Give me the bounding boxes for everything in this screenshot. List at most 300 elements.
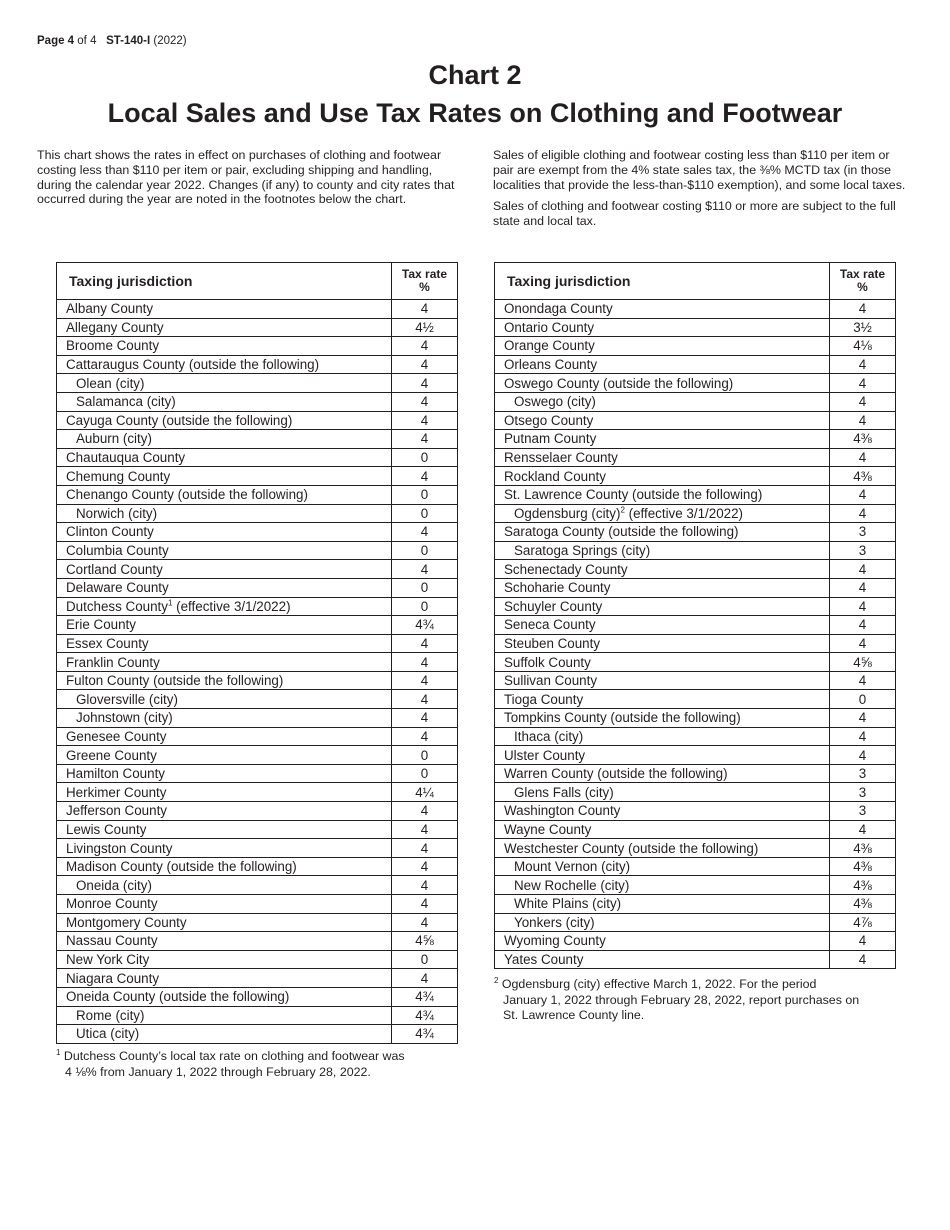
table-row: [57, 671, 458, 690]
table-row: [57, 392, 458, 411]
intro-right-paragraph-2: Sales of clothing and footwear costing $110 or more are subject to the full state and local tax.: [493, 199, 896, 229]
jurisdiction-cell: [495, 578, 830, 597]
table-row: [495, 932, 896, 951]
table-row: [57, 616, 458, 635]
jurisdiction-cell: [57, 1006, 392, 1025]
jurisdiction-name: Otsego County: [504, 412, 594, 428]
rate-cell: 4⅜: [830, 839, 896, 858]
table-row: [495, 857, 896, 876]
table-row: [57, 987, 458, 1006]
footnote-marker: 2: [494, 975, 499, 985]
jurisdiction-name: Warren County (outside the following): [504, 766, 728, 782]
jurisdiction-name: Rensselaer County: [504, 450, 618, 466]
jurisdiction-cell: [495, 839, 830, 858]
rate-cell: 4: [392, 355, 458, 374]
table-row: [495, 578, 896, 597]
rate-cell: 0: [830, 690, 896, 709]
jurisdiction-name: New Rochelle (city): [514, 877, 630, 893]
jurisdiction-note: (effective 3/1/2022): [172, 598, 291, 614]
rate-cell: 4: [830, 709, 896, 728]
rate-cell: 0: [392, 485, 458, 504]
table-row: [57, 448, 458, 467]
intro-left: [37, 148, 461, 214]
rate-cell: 4: [392, 857, 458, 876]
jurisdiction-name: Johnstown (city): [76, 710, 173, 726]
jurisdiction-name: Seneca County: [504, 617, 596, 633]
jurisdiction-cell: [57, 727, 392, 746]
table-row: [57, 746, 458, 765]
rate-cell: 4¾: [392, 987, 458, 1006]
table-row: [57, 578, 458, 597]
rate-cell: 4: [830, 504, 896, 523]
page-label: Page 4: [37, 35, 75, 47]
jurisdiction-cell: [57, 485, 392, 504]
table-row: [57, 560, 458, 579]
rate-cell: 4: [392, 671, 458, 690]
jurisdiction-cell: [495, 523, 830, 542]
rate-cell: 4: [392, 634, 458, 653]
table-row: [495, 467, 896, 486]
rate-cell: 4: [392, 560, 458, 579]
jurisdiction-cell: [57, 523, 392, 542]
table-row: [495, 541, 896, 560]
footnote-marker: 1: [56, 1047, 61, 1057]
rate-cell: 0: [392, 764, 458, 783]
rate-cell: 4⅜: [830, 876, 896, 895]
table-row: [57, 318, 458, 337]
table-row: [495, 430, 896, 449]
jurisdiction-cell: [495, 727, 830, 746]
rate-cell: 4: [830, 616, 896, 635]
rate-cell: 0: [392, 597, 458, 616]
jurisdiction-cell: [57, 578, 392, 597]
jurisdiction-cell: [495, 374, 830, 393]
jurisdiction-cell: [495, 876, 830, 895]
jurisdiction-name: Greene County: [66, 747, 157, 763]
table-row: [57, 467, 458, 486]
jurisdiction-name: Saratoga County (outside the following): [504, 524, 739, 540]
jurisdiction-name: Tioga County: [504, 691, 584, 707]
jurisdiction-cell: [57, 876, 392, 895]
rate-cell: 4: [830, 597, 896, 616]
jurisdiction-cell: [495, 430, 830, 449]
jurisdiction-name: Ithaca (city): [514, 728, 584, 744]
rate-cell: 4: [830, 485, 896, 504]
table-row: [57, 300, 458, 319]
jurisdiction-name: Fulton County (outside the following): [66, 673, 284, 689]
jurisdiction-name: Monroe County: [66, 896, 158, 912]
jurisdiction-cell: [495, 950, 830, 969]
jurisdiction-name: Rome (city): [76, 1007, 145, 1023]
table-row: [57, 820, 458, 839]
rate-cell: 4: [392, 411, 458, 430]
jurisdiction-cell: [495, 616, 830, 635]
table-row: [57, 541, 458, 560]
table-row: [495, 448, 896, 467]
rate-cell: 4: [392, 653, 458, 672]
jurisdiction-name: Westchester County (outside the following): [504, 840, 759, 856]
rate-cell: 0: [392, 950, 458, 969]
jurisdiction-name: New York City: [66, 952, 150, 968]
jurisdiction-cell: [57, 764, 392, 783]
jurisdiction-name: Cortland County: [66, 561, 163, 577]
rate-cell: 4: [830, 746, 896, 765]
footnote-line: St. Lawrence County line.: [503, 1008, 645, 1022]
jurisdiction-name: Yates County: [504, 952, 584, 968]
rate-cell: 4: [830, 932, 896, 951]
jurisdiction-cell: [57, 337, 392, 356]
jurisdiction-name: Montgomery County: [66, 914, 187, 930]
rate-cell: 4¾: [392, 1006, 458, 1025]
jurisdiction-name: Chemung County: [66, 468, 171, 484]
rate-cell: 4: [830, 727, 896, 746]
jurisdiction-cell: [495, 764, 830, 783]
jurisdiction-cell: [57, 504, 392, 523]
table-row: [495, 876, 896, 895]
table-row: [57, 634, 458, 653]
jurisdiction-cell: [495, 653, 830, 672]
jurisdiction-name: Glens Falls (city): [514, 784, 614, 800]
table-row: [495, 653, 896, 672]
jurisdiction-name: St. Lawrence County (outside the following): [504, 487, 763, 503]
rate-cell: 3: [830, 802, 896, 821]
jurisdiction-cell: [495, 913, 830, 932]
jurisdiction-cell: [57, 560, 392, 579]
jurisdiction-name: Erie County: [66, 617, 136, 633]
jurisdiction-name: Chautauqua County: [66, 450, 186, 466]
jurisdiction-name: Steuben County: [504, 635, 601, 651]
rate-cell: 4: [392, 895, 458, 914]
jurisdiction-cell: [57, 411, 392, 430]
rate-cell: 4: [392, 430, 458, 449]
table-row: [57, 430, 458, 449]
jurisdiction-name: Nassau County: [66, 933, 158, 949]
rate-cell: 4⅜: [830, 857, 896, 876]
jurisdiction-cell: [495, 318, 830, 337]
jurisdiction-cell: [495, 671, 830, 690]
jurisdiction-name: Sullivan County: [504, 673, 598, 689]
jurisdiction-name: Cattaraugus County (outside the following): [66, 357, 320, 373]
jurisdiction-name: Orleans County: [504, 357, 598, 373]
table-row: [495, 597, 896, 616]
rate-cell: 4⅝: [392, 932, 458, 951]
jurisdiction-name: Yonkers (city): [514, 914, 595, 930]
jurisdiction-name: Essex County: [66, 635, 149, 651]
rate-cell: 4: [830, 578, 896, 597]
jurisdiction-name: Oswego (city): [514, 394, 596, 410]
rate-cell: 4¾: [392, 1025, 458, 1044]
jurisdiction-name: Saratoga Springs (city): [514, 543, 651, 559]
jurisdiction-name: Washington County: [504, 803, 621, 819]
table-row: [495, 318, 896, 337]
rate-cell: 0: [392, 578, 458, 597]
table-row: [57, 597, 458, 616]
jurisdiction-cell: [57, 634, 392, 653]
rate-header-line1: Tax rate: [839, 267, 886, 281]
rate-cell: 4: [392, 802, 458, 821]
jurisdiction-name: Mount Vernon (city): [514, 859, 631, 875]
table-row: [57, 653, 458, 672]
jurisdiction-header: Taxing jurisdiction: [57, 263, 392, 300]
rate-cell: 4: [830, 950, 896, 969]
table-row: [495, 392, 896, 411]
jurisdiction-cell: [57, 318, 392, 337]
jurisdiction-cell: [495, 634, 830, 653]
rate-header-line1: Tax rate: [401, 267, 448, 281]
table-row: [57, 523, 458, 542]
table-row: [57, 337, 458, 356]
jurisdiction-cell: [495, 746, 830, 765]
rate-cell: 3: [830, 541, 896, 560]
jurisdiction-name: Franklin County: [66, 654, 160, 670]
table-row: [495, 820, 896, 839]
page-header: [37, 35, 187, 47]
rate-cell: 4⅞: [830, 913, 896, 932]
jurisdiction-cell: [495, 337, 830, 356]
table-row: [495, 374, 896, 393]
rate-cell: 0: [392, 746, 458, 765]
rate-cell: 4: [392, 690, 458, 709]
jurisdiction-name: Dutchess County: [66, 598, 168, 614]
jurisdiction-cell: [57, 467, 392, 486]
jurisdiction-name: Onondaga County: [504, 301, 613, 317]
jurisdiction-name: Ogdensburg (city): [514, 505, 621, 521]
rate-cell: 4: [830, 634, 896, 653]
footnote-line: Dutchess County’s local tax rate on clothing and footwear was: [60, 1049, 405, 1063]
jurisdiction-name: Niagara County: [66, 970, 160, 986]
rate-header-line2: %: [419, 280, 430, 294]
jurisdiction-name: Utica (city): [76, 1026, 140, 1042]
jurisdiction-cell: [57, 709, 392, 728]
rate-cell: 4: [392, 709, 458, 728]
rate-cell: 4: [392, 392, 458, 411]
table-row: [57, 504, 458, 523]
table-row: [495, 337, 896, 356]
rate-cell: 4: [392, 300, 458, 319]
jurisdiction-cell: [57, 355, 392, 374]
jurisdiction-cell: [495, 504, 830, 523]
rate-cell: 3½: [830, 318, 896, 337]
jurisdiction-cell: [57, 671, 392, 690]
rate-cell: 4⅝: [830, 653, 896, 672]
table-row: [495, 783, 896, 802]
jurisdiction-cell: [57, 374, 392, 393]
table-row: [495, 634, 896, 653]
table-row: [57, 969, 458, 988]
rate-cell: 4: [392, 913, 458, 932]
rate-cell: 4: [830, 448, 896, 467]
table-header-row: [57, 263, 458, 300]
rate-header-line2: %: [857, 280, 868, 294]
jurisdiction-cell: [495, 895, 830, 914]
jurisdiction-cell: [57, 932, 392, 951]
table-row: [57, 783, 458, 802]
rate-cell: 4: [392, 467, 458, 486]
jurisdiction-name: Orange County: [504, 338, 595, 354]
jurisdiction-name: Genesee County: [66, 728, 167, 744]
table-row: [57, 950, 458, 969]
rate-cell: 4: [392, 876, 458, 895]
jurisdiction-cell: [57, 802, 392, 821]
jurisdiction-name: Ulster County: [504, 747, 586, 763]
jurisdiction-name: Livingston County: [66, 840, 173, 856]
jurisdiction-cell: [495, 485, 830, 504]
jurisdiction-cell: [57, 690, 392, 709]
page-of: of 4: [77, 35, 97, 47]
rate-cell: 3: [830, 764, 896, 783]
jurisdiction-name: Albany County: [66, 301, 154, 317]
rate-cell: 4: [392, 969, 458, 988]
jurisdiction-cell: [495, 541, 830, 560]
table-row: [495, 504, 896, 523]
chart-title: Chart 2: [428, 60, 522, 90]
table-row: [57, 727, 458, 746]
jurisdiction-name: Oneida (city): [76, 877, 152, 893]
rate-cell: 4: [830, 300, 896, 319]
chart-subtitle: Local Sales and Use Tax Rates on Clothing and Footwear: [107, 98, 843, 128]
jurisdiction-cell: [57, 1025, 392, 1044]
table-row: [495, 616, 896, 635]
jurisdiction-cell: [57, 392, 392, 411]
jurisdiction-name: Lewis County: [66, 821, 147, 837]
rate-cell: 4½: [392, 318, 458, 337]
table-row: [495, 671, 896, 690]
table-row: [57, 913, 458, 932]
table-header-row: [495, 263, 896, 300]
form-number: ST-140-I: [106, 35, 151, 47]
jurisdiction-name: White Plains (city): [514, 896, 622, 912]
rate-cell: 4: [392, 820, 458, 839]
jurisdiction-name: Allegany County: [66, 319, 164, 335]
jurisdiction-name: Jefferson County: [66, 803, 167, 819]
intro-right-paragraph-1: Sales of eligible clothing and footwear costing less than $110 per item or pair are exempt from the 4% state sales tax, the ⅜% MCTD tax (in those localities that provide the less-than-$110 exemption), and some local taxes.: [493, 148, 906, 192]
footnote-line: January 1, 2022 through February 28, 2022, report purchases on: [503, 992, 860, 1007]
footnote-2: [494, 977, 904, 1024]
rate-header: [392, 263, 458, 300]
jurisdiction-cell: [57, 746, 392, 765]
jurisdiction-cell: [57, 616, 392, 635]
intro-left-paragraph: This chart shows the rates in effect on purchases of clothing and footwear costing less than $110 per item or pair, excluding shipping and handling, during the calendar year 2022. Changes (if any) to county and city rates that occurred during the year are noted in the footnotes below the chart.: [37, 148, 455, 207]
jurisdiction-cell: [495, 783, 830, 802]
jurisdiction-name: Gloversville (city): [76, 691, 178, 707]
form-year: (2022): [153, 35, 187, 47]
jurisdiction-name: Delaware County: [66, 580, 169, 596]
jurisdiction-name: Schoharie County: [504, 580, 611, 596]
rate-cell: 4¼: [392, 783, 458, 802]
jurisdiction-name: Wayne County: [504, 821, 592, 837]
jurisdiction-cell: [495, 448, 830, 467]
footnote-line: 4 ⅛% from January 1, 2022 through February 28, 2022.: [65, 1064, 371, 1079]
rate-cell: 4: [830, 411, 896, 430]
table-row: [57, 1006, 458, 1025]
rate-cell: 4: [830, 392, 896, 411]
jurisdiction-cell: [57, 839, 392, 858]
table-row: [57, 709, 458, 728]
jurisdiction-name: Putnam County: [504, 431, 597, 447]
jurisdiction-cell: [57, 969, 392, 988]
table-row: [495, 913, 896, 932]
jurisdiction-name: Suffolk County: [504, 654, 591, 670]
rate-cell: 0: [392, 448, 458, 467]
footnote-1: [56, 1049, 456, 1080]
rate-cell: 4: [830, 820, 896, 839]
table-row: [495, 746, 896, 765]
jurisdiction-header: Taxing jurisdiction: [495, 263, 830, 300]
jurisdiction-name: Herkimer County: [66, 784, 167, 800]
table-row: [57, 839, 458, 858]
jurisdiction-cell: [57, 597, 392, 616]
jurisdiction-cell: [57, 653, 392, 672]
jurisdiction-cell: [57, 541, 392, 560]
rate-cell: 4: [830, 355, 896, 374]
jurisdiction-cell: [495, 392, 830, 411]
footnote-ref: 2: [620, 505, 625, 515]
table-row: [495, 802, 896, 821]
jurisdiction-name: Cayuga County (outside the following): [66, 412, 293, 428]
jurisdiction-name: Oswego County (outside the following): [504, 375, 734, 391]
jurisdiction-cell: [57, 300, 392, 319]
jurisdiction-name: Schuyler County: [504, 598, 603, 614]
rate-cell: 4: [392, 374, 458, 393]
table-row: [495, 300, 896, 319]
table-row: [57, 764, 458, 783]
intro-right: [493, 148, 909, 236]
rate-cell: 4⅜: [830, 467, 896, 486]
rate-cell: 4: [830, 671, 896, 690]
jurisdiction-cell: [495, 690, 830, 709]
table-row: [57, 485, 458, 504]
table-row: [495, 560, 896, 579]
table-row: [57, 932, 458, 951]
jurisdiction-name: Wyoming County: [504, 933, 606, 949]
table-row: [495, 950, 896, 969]
table-row: [495, 839, 896, 858]
table-row: [495, 709, 896, 728]
table-row: [57, 802, 458, 821]
table-row: [495, 727, 896, 746]
jurisdiction-name: Norwich (city): [76, 505, 158, 521]
jurisdiction-cell: [57, 448, 392, 467]
jurisdiction-cell: [57, 857, 392, 876]
table-row: [495, 485, 896, 504]
table-row: [495, 411, 896, 430]
jurisdiction-cell: [495, 355, 830, 374]
jurisdiction-cell: [495, 411, 830, 430]
jurisdiction-name: Auburn (city): [76, 431, 152, 447]
table-row: [495, 895, 896, 914]
jurisdiction-name: Columbia County: [66, 543, 169, 559]
rate-cell: 0: [392, 541, 458, 560]
table-row: [495, 355, 896, 374]
rate-cell: 4¾: [392, 616, 458, 635]
jurisdiction-cell: [495, 820, 830, 839]
rate-cell: 3: [830, 523, 896, 542]
jurisdiction-note: (effective 3/1/2022): [624, 505, 744, 521]
jurisdiction-cell: [57, 950, 392, 969]
jurisdiction-cell: [57, 820, 392, 839]
jurisdiction-cell: [495, 932, 830, 951]
jurisdiction-name: Salamanca (city): [76, 394, 176, 410]
footnote-line: Ogdensburg (city) effective March 1, 2022. For the period: [498, 977, 817, 991]
jurisdiction-name: Clinton County: [66, 524, 154, 540]
jurisdiction-name: Ontario County: [504, 319, 595, 335]
rate-cell: 4: [830, 374, 896, 393]
jurisdiction-cell: [495, 560, 830, 579]
jurisdiction-cell: [57, 430, 392, 449]
rate-cell: 4⅜: [830, 430, 896, 449]
footnote-ref: 1: [167, 598, 173, 608]
rate-cell: 3: [830, 783, 896, 802]
